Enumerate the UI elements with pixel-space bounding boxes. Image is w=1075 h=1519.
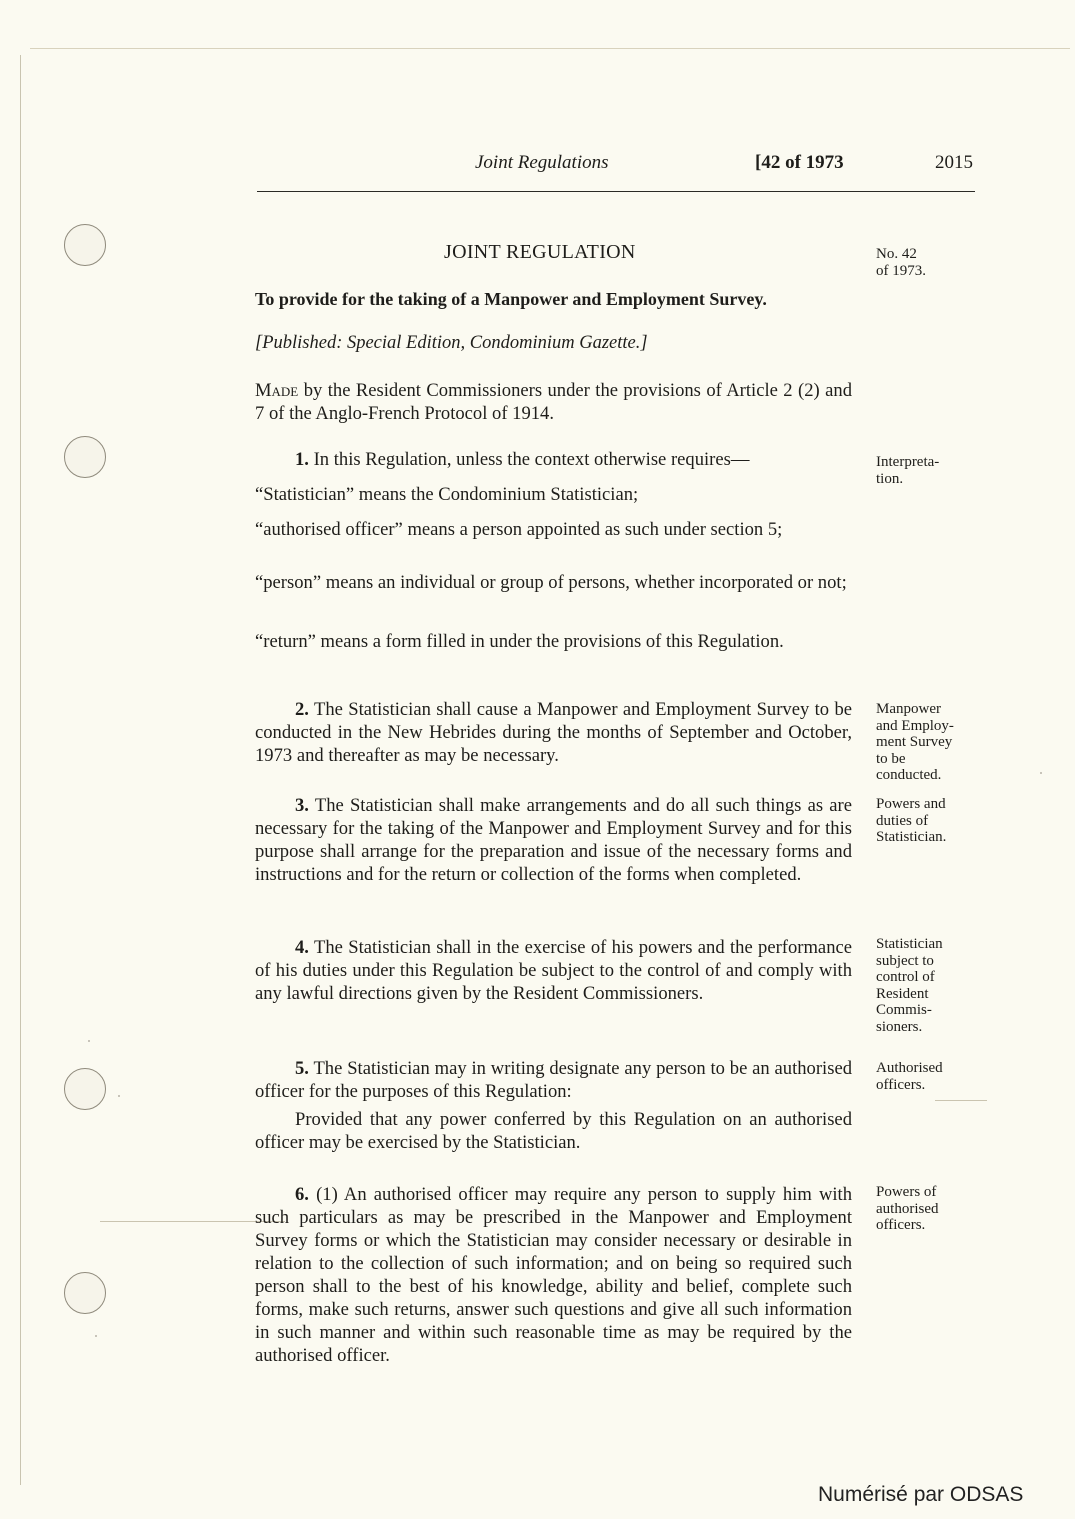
- section-text: (1) An authorised officer may require any person to supply him with such particulars as may be prescribed in the Manpower and Employment Survey forms or which the Statistician may consider necessary or desirable in relation to the collection of such information; and on being so required such person shall to the best of his knowledge, ability and belief, complete such forms, make such returns, answer such questions and give all such information in such manner and within such reasonable time as may be required by the authorised officer.: [255, 1184, 852, 1366]
- publication-note: [Published: Special Edition, Condominium Gazette.]: [255, 333, 648, 353]
- section-text: In this Regulation, unless the context otherwise requires—: [308, 449, 750, 470]
- margin-note-line: duties of: [876, 812, 929, 829]
- section-6: [255, 1183, 852, 1367]
- definition-return: “return” means a form filled in under the provisions of this Regulation.: [255, 631, 784, 652]
- margin-note-line: Commis-: [876, 1002, 932, 1018]
- section-text: The Statistician shall make arrangements and do all such things as are necessary for the taking of the Manpower and Employment Survey and for this purpose shall arrange for the preparation and issue of the necessary forms and instructions and for the return or collection of the forms when completed.: [255, 795, 852, 885]
- section-1: [255, 448, 852, 471]
- paper-speck: [118, 1095, 120, 1097]
- paper-speck: [1040, 772, 1042, 774]
- margin-note-section-4: [876, 936, 996, 1035]
- margin-note-line: officers.: [876, 1217, 926, 1233]
- margin-note-section-2: [876, 701, 996, 784]
- header-rule: [257, 191, 975, 192]
- definition-statistician: “Statistician” means the Condominium Statistician;: [255, 484, 639, 505]
- pencil-mark: [935, 1100, 987, 1101]
- section-number: 4.: [295, 937, 309, 958]
- punch-hole-3: [64, 1068, 106, 1110]
- margin-note-line: sioners.: [876, 1018, 923, 1035]
- section-number: 3.: [295, 795, 309, 816]
- margin-note-line: Manpower: [876, 701, 941, 717]
- section-number: 6.: [295, 1184, 309, 1205]
- section-number: 5.: [295, 1058, 309, 1079]
- section-4: [255, 936, 852, 1005]
- paper-speck: [88, 1040, 90, 1042]
- margin-note-line: Powers and: [876, 796, 946, 812]
- running-head-reference: [42 of 1973: [755, 152, 844, 173]
- paper-speck: [95, 1335, 97, 1337]
- margin-note-line: Statistician.: [876, 829, 947, 845]
- section-3: [255, 794, 852, 886]
- section-number: 2.: [295, 699, 309, 720]
- definition-person: “person” means an individual or group of persons, whether incorporated or not;: [255, 572, 847, 593]
- margin-note-line: subject to: [876, 952, 934, 969]
- margin-note-line: Interpreta-: [876, 454, 940, 470]
- margin-note-line: officers.: [876, 1076, 926, 1093]
- digitization-credit: Numérisé par ODSAS: [818, 1483, 1024, 1506]
- margin-note-line: to be: [876, 750, 906, 767]
- page-top-edge: [30, 48, 1070, 49]
- enacting-formula: [255, 379, 852, 425]
- running-head-title: Joint Regulations: [475, 152, 609, 173]
- margin-note-line: Statistician: [876, 936, 943, 952]
- regulation-number-note: [876, 246, 996, 279]
- section-text: The Statistician shall cause a Manpower and Employment Survey to be conducted in the New Hebrides during the months of September and October, 1973 and thereafter as may be necessary.: [255, 699, 852, 766]
- page-left-edge: [20, 55, 21, 1485]
- punch-hole-1: [64, 224, 106, 266]
- definition-authorised-officer: “authorised officer” means a person appointed as such under section 5;: [255, 519, 783, 540]
- margin-note-line: No. 42: [876, 246, 917, 262]
- section-text: The Statistician shall in the exercise of his powers and the performance of his duties under this Regulation be subject to the control of and comply with any lawful directions given by the Resident Commissioners.: [255, 937, 852, 1004]
- regulation-heading: JOINT REGULATION: [444, 241, 636, 263]
- margin-note-line: of 1973.: [876, 262, 926, 279]
- margin-note-line: Resident: [876, 985, 929, 1002]
- section-5-proviso: Provided that any power conferred by this Regulation on an authorised officer may be exercised by the Statistician.: [255, 1109, 852, 1153]
- margin-note-line: ment Survey: [876, 734, 953, 750]
- margin-note-section-6: [876, 1184, 996, 1234]
- margin-note-line: control of: [876, 969, 935, 985]
- margin-note-section-3: [876, 796, 996, 846]
- margin-note-line: tion.: [876, 470, 904, 487]
- regulation-subtitle: To provide for the taking of a Manpower and Employment Survey.: [255, 289, 767, 309]
- margin-note-line: Powers of: [876, 1184, 937, 1200]
- margin-note-line: conducted.: [876, 767, 942, 783]
- margin-note-line: Authorised: [876, 1060, 943, 1076]
- made-lead: Made: [255, 380, 299, 401]
- page-number: 2015: [935, 152, 973, 173]
- margin-note-section-5: [876, 1060, 996, 1093]
- section-5: [255, 1057, 852, 1103]
- made-text: by the Resident Commissioners under the provisions of Article 2 (2) and 7 of the Anglo-French Protocol of 1914.: [255, 380, 852, 424]
- punch-hole-4: [64, 1272, 106, 1314]
- section-2: [255, 698, 852, 767]
- section-number: 1.: [295, 449, 309, 470]
- margin-note-line: and Employ-: [876, 717, 954, 734]
- margin-note-line: authorised: [876, 1200, 939, 1217]
- punch-hole-2: [64, 436, 106, 478]
- margin-note-section-1: [876, 454, 996, 487]
- section-text: The Statistician may in writing designate any person to be an authorised officer for the purposes of this Regulation:: [255, 1058, 852, 1102]
